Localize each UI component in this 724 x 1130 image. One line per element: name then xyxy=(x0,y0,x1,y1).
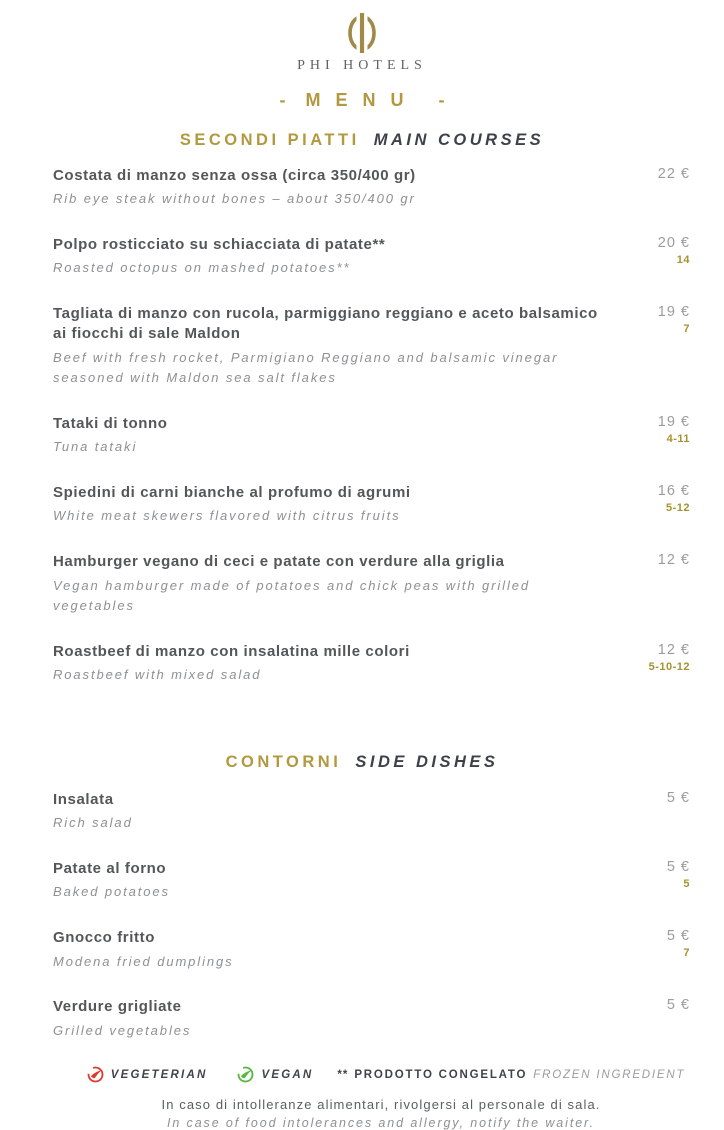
dish-name: Hamburger vegano di ceci e patate con verdure alla griglia xyxy=(53,553,505,571)
allergy-notes xyxy=(53,1097,709,1130)
dish-price: 12 € xyxy=(657,642,690,659)
legend-vegetarian xyxy=(87,1066,208,1083)
dish-price-column xyxy=(626,790,690,809)
dish-price-column xyxy=(626,483,690,514)
dish-price-column xyxy=(626,304,690,335)
dish-translation: Rib eye steak without bones – about 350/400 gr xyxy=(53,191,416,207)
menu-title-word: MENU xyxy=(305,90,419,110)
dish-text xyxy=(53,859,626,903)
dish-translation: Rich salad xyxy=(53,815,133,831)
dish-price-column xyxy=(626,928,690,959)
dish-allergens: 14 xyxy=(676,254,690,267)
menu-title xyxy=(53,90,671,111)
legend-vegetarian-label: VEGETERIAN xyxy=(110,1068,208,1081)
dish-price: 16 € xyxy=(657,483,690,500)
dish-allergens: 7 xyxy=(683,947,690,960)
menu-item xyxy=(53,642,690,686)
section-title-italian: SECONDI PIATTI xyxy=(179,131,360,149)
dish-name: Verdure grigliate xyxy=(53,998,182,1016)
dish-price: 22 € xyxy=(657,166,690,182)
section-title-english: MAIN COURSES xyxy=(373,131,545,149)
vegan-leaf-check-icon xyxy=(237,1066,254,1083)
dish-allergens: 5 xyxy=(683,878,690,891)
menu-item xyxy=(53,790,690,834)
dish-name: Gnocco fritto xyxy=(53,929,155,947)
menu-item xyxy=(53,304,690,389)
dish-text xyxy=(53,304,626,389)
legend-frozen xyxy=(337,1069,685,1081)
dish-text xyxy=(53,483,626,527)
menu-item xyxy=(53,483,690,527)
dish-text xyxy=(53,928,626,972)
dish-text xyxy=(53,235,626,279)
menu-item xyxy=(53,552,690,617)
dish-price: 5 € xyxy=(666,928,690,945)
dish-translation: Grilled vegetables xyxy=(53,1022,192,1038)
menu-item xyxy=(53,928,690,972)
vegetarian-leaf-check-icon xyxy=(87,1066,104,1083)
dish-text xyxy=(53,414,626,458)
section-title-italian: CONTORNI xyxy=(225,753,342,772)
dish-name: Tagliata di manzo con rucola, parmiggiano reggiano e aceto balsamico ai fiocchi di sale Maldon xyxy=(53,305,598,343)
dish-price-column xyxy=(626,859,690,890)
dish-text xyxy=(53,997,626,1041)
menu-item xyxy=(53,414,690,458)
allergy-note-italian: In caso di intolleranze alimentari, rivolgersi al personale di sala. xyxy=(161,1097,601,1113)
dish-price-column xyxy=(626,642,690,673)
dish-text xyxy=(53,552,626,617)
dish-name: Roastbeef di manzo con insalatina mille colori xyxy=(53,643,410,661)
dish-text xyxy=(53,790,626,834)
dish-text xyxy=(53,642,626,686)
legend-frozen-label-english: FROZEN INGREDIENT xyxy=(533,1068,686,1081)
dish-price: 12 € xyxy=(657,552,690,569)
diet-legend xyxy=(53,1066,709,1083)
brand-name: PHI HOTELS xyxy=(297,58,427,73)
dish-price-column xyxy=(626,997,690,1016)
frozen-marker: ** xyxy=(337,1068,349,1081)
dish-allergens: 4-11 xyxy=(666,433,690,446)
menu-title-dash-right: - xyxy=(438,90,445,110)
dish-translation: Vegan hamburger made of potatoes and chick peas with grilled vegetables xyxy=(53,577,531,614)
section-heading-side-dishes xyxy=(53,753,671,772)
menu-item xyxy=(53,859,690,903)
dish-translation: White meat skewers flavored with citrus fruits xyxy=(53,508,401,524)
menu-item xyxy=(53,166,690,210)
dish-allergens: 7 xyxy=(683,323,690,336)
brand-header xyxy=(53,12,671,74)
dish-name: Patate al forno xyxy=(53,860,167,878)
dish-price: 20 € xyxy=(657,235,690,252)
dish-price: 5 € xyxy=(666,997,690,1014)
dish-price: 5 € xyxy=(666,859,690,876)
dish-price: 5 € xyxy=(666,790,690,807)
dish-price-column xyxy=(626,552,690,571)
menu-title-dash-left: - xyxy=(279,90,286,110)
dish-price-column xyxy=(626,235,690,266)
section-title-english: SIDE DISHES xyxy=(355,753,499,772)
section-heading-main-courses xyxy=(53,131,671,150)
allergy-note-english: In case of food intolerances and allergy, notify the waiter. xyxy=(166,1116,596,1130)
dish-price: 19 € xyxy=(657,304,690,321)
dish-translation: Beef with fresh rocket, Parmigiano Reggiano and balsamic vinegar seasoned with Maldon sea salt flakes xyxy=(53,349,559,386)
dish-translation: Roastbeef with mixed salad xyxy=(53,667,262,683)
legend-vegan xyxy=(237,1066,313,1083)
menu-item xyxy=(53,997,690,1041)
dish-translation: Modena fried dumplings xyxy=(53,953,234,969)
dish-price-column xyxy=(626,414,690,445)
legend-frozen-label: PRODOTTO CONGELATO xyxy=(354,1068,528,1081)
dish-price-column xyxy=(626,166,690,185)
phi-hotels-logo-icon xyxy=(341,12,383,54)
dish-allergens: 5-10-12 xyxy=(648,661,690,674)
dish-allergens: 5-12 xyxy=(665,502,690,515)
dish-text xyxy=(53,166,626,210)
dish-translation: Baked potatoes xyxy=(53,884,170,900)
dish-translation: Tuna tataki xyxy=(53,439,138,455)
dish-translation: Roasted octopus on mashed potatoes** xyxy=(53,260,351,276)
footer xyxy=(53,1066,709,1130)
dish-name: Insalata xyxy=(53,791,114,809)
dish-name: Tataki di tonno xyxy=(53,415,168,433)
dish-price: 19 € xyxy=(657,414,690,431)
menu-item xyxy=(53,235,690,279)
dish-name: Costata di manzo senza ossa (circa 350/400 gr) xyxy=(53,167,416,184)
dish-name: Polpo rosticciato su schiacciata di patate** xyxy=(53,236,386,254)
dish-name: Spiedini di carni bianche al profumo di agrumi xyxy=(53,484,411,502)
legend-vegan-label: VEGAN xyxy=(261,1068,314,1081)
